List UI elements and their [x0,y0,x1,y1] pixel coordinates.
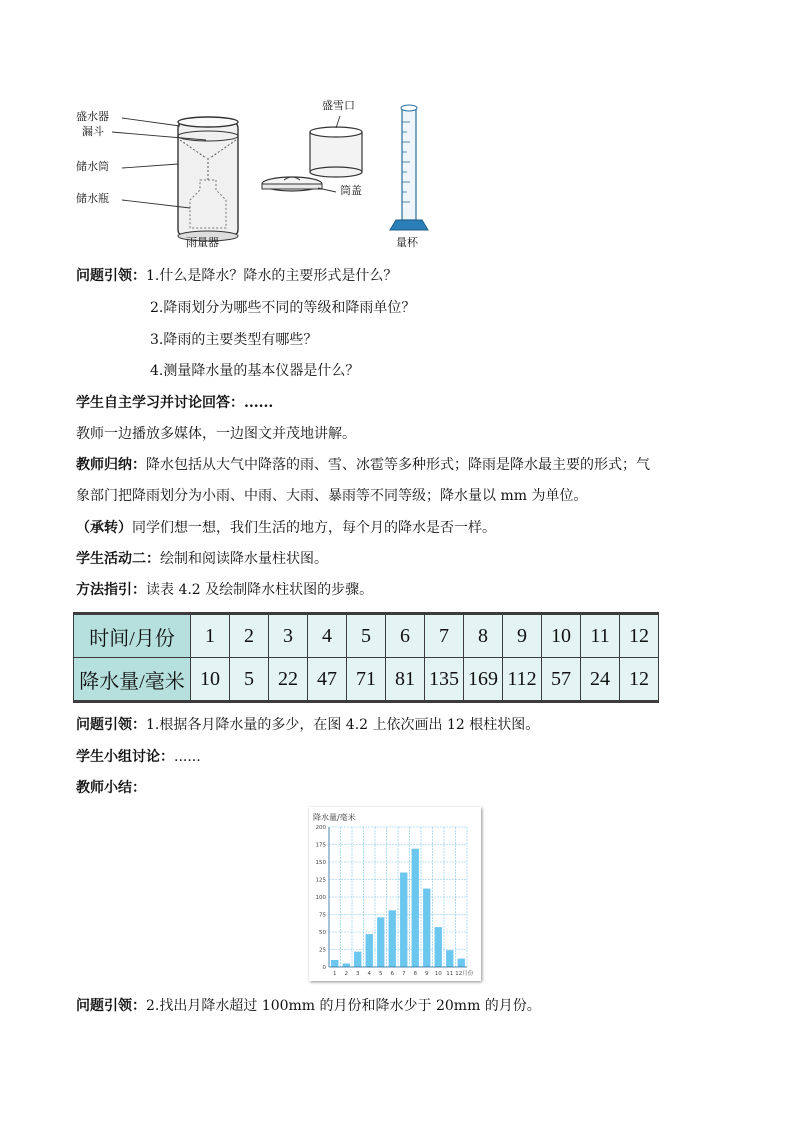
question-4: 4.测量降水量的基本仪器是什么？ [150,363,360,379]
chart-y-tick-label: 200 [315,825,326,831]
measuring-cylinder-icon [390,105,428,230]
table-cell: 5 [347,614,386,658]
summary-prefix: 教师归纳： [76,457,146,473]
label-measuring-cylinder: 量杯 [396,236,418,249]
chart-y-tick-label: 125 [315,877,326,884]
question-prefix: 问题引领： [76,268,146,284]
chart-x-tick-label: 5 [379,971,383,977]
activity-text: 绘制和阅读降水量柱状图。 [160,551,328,567]
chart-bar [423,889,430,967]
instrument-drawing [70,100,450,260]
group-rest: ...... [174,749,201,765]
table-cell: 3 [269,614,308,658]
chart-bar [412,849,419,967]
chart-bar [458,959,465,967]
rainfall-table [73,612,659,703]
table-cell: 12 [620,614,659,658]
table-cell: 81 [386,658,425,702]
table-cell: 71 [347,658,386,702]
chart-x-tick-label: 11 [446,971,454,977]
transition-line [76,518,496,538]
question-text: 1.什么是降水？降水的主要形式是什么？ [146,268,398,284]
chart-y-tick-label: 25 [319,947,326,954]
table-cell: 10 [191,658,230,702]
table-header-month: 时间/月份 [74,614,191,658]
chart-y-tick-label: 100 [315,895,326,901]
chart-x-tick-label: 8 [413,971,417,977]
chart-bar [354,952,361,967]
activity-line [76,549,328,569]
table-cell: 4 [308,614,347,658]
table-header-rainfall: 降水量/毫米 [74,658,191,702]
method-prefix: 方法指引： [76,582,146,598]
method-line [76,580,373,600]
question-3: 3.降雨的主要类型有哪些？ [150,332,318,348]
teacher-summary-line-2: 象部门把降雨划分为小雨、中雨、大雨、暴雨等不同等级；降水量以 mm 为单位。 [76,488,588,504]
chart-y-axis-label: 降水量/毫米 [313,813,356,822]
chart-y-tick-label: 175 [315,842,326,849]
label-funnel: 漏斗 [82,125,104,138]
chart-x-tick-label: 2 [344,971,348,977]
chart-x-tick-label: 3 [356,971,360,977]
question-prefix: 问题引领： [76,717,146,733]
table-cell: 10 [542,614,581,658]
chart-x-tick-label: 7 [402,971,406,977]
chart-x-tick-label: 6 [390,971,394,977]
chart-x-tick-label: 10 [434,971,442,977]
lid-icon [262,177,336,192]
table-cell: 1 [191,614,230,658]
chart-bar [446,950,453,967]
group-discussion [76,747,201,767]
chart-y-tick-label: 0 [322,965,326,971]
question-5 [76,715,539,735]
chart-x-tick-label: 1 [333,971,337,977]
table-cell: 9 [503,614,542,658]
label-storage-tube: 储水筒 [76,160,109,173]
question-prefix: 问题引领： [76,998,146,1014]
question-text: 1.根据各月降水量的多少，在图 4.2 上依次画出 12 根柱状图。 [146,717,540,733]
chart-bar [400,873,407,968]
rainfall-chart-svg [309,807,481,981]
table-cell: 6 [386,614,425,658]
table-cell: 22 [269,658,308,702]
table-cell: 11 [581,614,620,658]
summary-text-1: 降水包括从大气中降落的雨、雪、冰雹等多种形式；降雨是降水最主要的形式；气 [146,457,650,473]
chart-bar [366,934,373,967]
chart-bar [377,917,384,967]
chart-bar [331,960,338,967]
label-water-collector: 盛水器 [76,110,109,123]
question-2: 2.降雨划分为哪些不同的等级和降雨单位？ [150,300,416,316]
chart-y-tick-label: 75 [319,912,326,919]
chart-bar [389,910,396,967]
table-cell: 47 [308,658,347,702]
question-6 [76,996,541,1016]
student-rest: ...... [244,395,274,411]
chart-bar [435,927,442,967]
chart-x-tick-label: 9 [425,971,429,977]
table-row-months [74,614,659,658]
instrument-figure [70,100,450,260]
table-cell: 5 [230,658,269,702]
group-prefix: 学生小组讨论： [76,749,174,765]
transition-prefix: （承转） [76,520,132,536]
table-cell: 2 [230,614,269,658]
table-cell: 7 [425,614,464,658]
method-text: 读表 4.2 及绘制降水柱状图的步骤。 [146,582,374,598]
table-row-rainfall [74,658,659,702]
teacher-explain: 教师一边播放多媒体，一边图文并茂地讲解。 [76,426,356,442]
table-cell: 57 [542,658,581,702]
table-cell: 169 [464,658,503,702]
chart-bar [343,964,350,968]
rain-gauge-icon [178,117,238,241]
teacher-summary-heading: 教师小结： [76,780,146,796]
table-cell: 8 [464,614,503,658]
table-cell: 24 [581,658,620,702]
label-rain-gauge: 雨量器 [186,236,219,249]
activity-prefix: 学生活动二： [76,551,160,567]
student-self-study [76,393,273,413]
label-storage-bottle: 储水瓶 [76,192,109,205]
question-1 [76,266,397,286]
chart-y-tick-label: 50 [319,930,326,936]
rainfall-chart [309,807,481,981]
teacher-summary-line-1 [76,455,650,475]
label-lid: 筒盖 [340,184,362,197]
chart-x-tick-label: 4 [367,971,371,977]
student-prefix: 学生自主学习并讨论回答： [76,395,244,411]
question-text: 2.找出月降水超过 100mm 的月份和降水少于 20mm 的月份。 [146,998,541,1014]
snow-collector-icon [310,116,362,177]
table-cell: 135 [425,658,464,702]
chart-x-tick-label: 12月份 [455,971,474,977]
transition-text: 同学们想一想，我们生活的地方，每个月的降水是否一样。 [132,520,496,536]
label-snow-mouth: 盛雪口 [322,99,355,112]
table-cell: 12 [620,658,659,702]
table-cell: 112 [503,658,542,702]
chart-y-tick-label: 150 [315,860,326,866]
